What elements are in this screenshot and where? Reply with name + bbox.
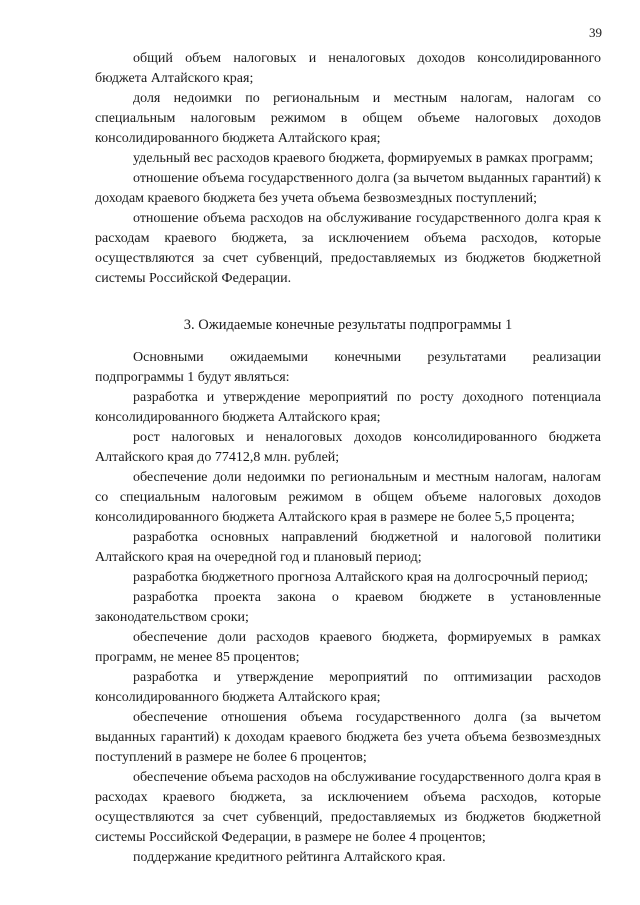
indicators-list — [95, 49, 601, 289]
list-item: разработка и утверждение мероприятий по оптимизации расходов консолидированного бюджета Алтайского края; — [95, 670, 601, 705]
results-list — [95, 348, 601, 868]
list-item: обеспечение отношения объема государственного долга (за вычетом выданных гарантий) к доходам краевого бюджета без учета объема безвозмездных поступлений в размере не более 6 процентов; — [95, 710, 601, 765]
list-item: обеспечение доли расходов краевого бюджета, формируемых в рамках программ, не менее 85 процентов; — [95, 630, 601, 665]
list-item: поддержание кредитного рейтинга Алтайского края. — [133, 850, 446, 865]
list-item: отношение объема государственного долга (за вычетом выданных гарантий) к доходам краевого бюджета без учета объема безвозмездных поступлений; — [95, 171, 601, 206]
list-item: общий объем налоговых и неналоговых доходов консолидированного бюджета Алтайского края; — [95, 51, 601, 86]
intro-paragraph: Основными ожидаемыми конечными результатами реализации подпрограммы 1 будут являться: — [95, 350, 601, 385]
list-item: удельный вес расходов краевого бюджета, формируемых в рамках программ; — [133, 151, 594, 166]
list-item: рост налоговых и неналоговых доходов консолидированного бюджета Алтайского края до 77412,8 млн. рублей; — [95, 430, 601, 465]
list-item: отношение объема расходов на обслуживание государственного долга края к расходам краевого бюджета, за исключением объема расходов, которые осуществляются за счет субвенций, предоставляемых из бюджетов бюджетной системы Российской Федерации. — [95, 211, 601, 286]
list-item: разработка основных направлений бюджетной и налоговой политики Алтайского края на очередной год и плановый период; — [95, 530, 601, 565]
list-item: разработка проекта закона о краевом бюджете в установленные законодательством сроки; — [95, 590, 601, 625]
list-item: обеспечение объема расходов на обслуживание государственного долга края в расходах краевого бюджета, за исключением объема расходов, которые осуществляются за счет субвенций, предоставляемых из бюджетов бюджетной системы Российской Федерации, в размере не более 4 процентов; — [95, 770, 601, 845]
list-item: разработка и утверждение мероприятий по росту доходного потенциала консолидированного бюджета Алтайского края; — [95, 390, 601, 425]
section-heading: 3. Ожидаемые конечные результаты подпрограммы 1 — [183, 317, 513, 333]
page-number: 39 — [589, 25, 602, 40]
list-item: обеспечение доли недоимки по региональным и местным налогам, налогам со специальным налоговым режимом в общем объеме налоговых доходов консолидированного бюджета Алтайского края в размере не более 5,5 процента; — [95, 470, 601, 525]
list-item: разработка бюджетного прогноза Алтайского края на долгосрочный период; — [133, 570, 589, 585]
list-item: доля недоимки по региональным и местным налогам, налогам со специальным налоговым режимом в общем объеме налоговых доходов консолидированного бюджета Алтайского края; — [95, 91, 601, 146]
